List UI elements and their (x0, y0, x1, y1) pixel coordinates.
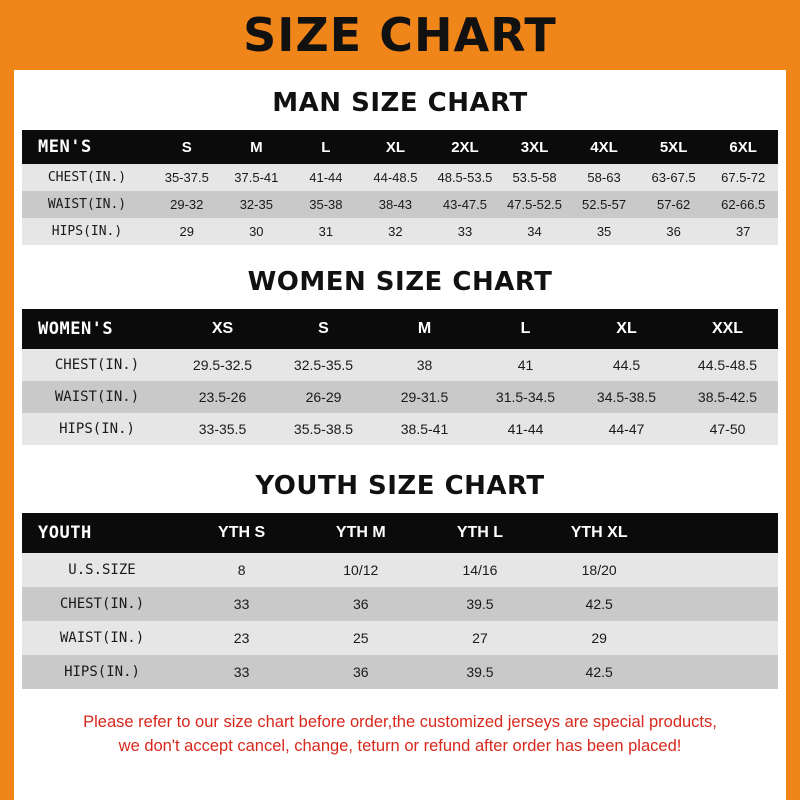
table-cell: 27 (420, 621, 539, 655)
youth-row-label-chest: CHEST(IN.) (22, 587, 182, 621)
table-row (22, 587, 778, 621)
table-header-row (22, 130, 778, 164)
table-cell: 41-44 (291, 164, 361, 191)
youth-header-label: YOUTH (38, 523, 92, 543)
youth-row-label-us-size: U.S.SIZE (22, 553, 182, 587)
man-header-2xl: 2XL (451, 138, 479, 156)
youth-row-label-waist: WAIST(IN.) (22, 621, 182, 655)
table-row (22, 218, 778, 245)
man-header-m: M (250, 138, 263, 156)
man-row-label-chest: CHEST(IN.) (22, 164, 152, 191)
table-cell: 26-29 (273, 381, 374, 413)
table-row (22, 655, 778, 689)
table-cell: 18/20 (540, 553, 659, 587)
table-cell: 31.5-34.5 (475, 381, 576, 413)
table-cell: 44.5-48.5 (677, 349, 778, 381)
table-cell: 35 (569, 218, 639, 245)
table-cell (659, 655, 778, 689)
table-cell: 23 (182, 621, 301, 655)
table-cell: 38 (374, 349, 475, 381)
table-cell: 30 (222, 218, 292, 245)
youth-header-yth-s: YTH S (218, 524, 266, 541)
order-notice (20, 711, 780, 759)
table-cell: 47.5-52.5 (500, 191, 570, 218)
table-cell: 43-47.5 (430, 191, 500, 218)
youth-header-yth-l: YTH L (456, 524, 504, 541)
notice-line-1: Please refer to our size chart before order,the customized jerseys are special products, (83, 713, 717, 731)
table-cell: 39.5 (420, 655, 539, 689)
women-header-m: M (417, 320, 432, 337)
man-row-label-hips: HIPS(IN.) (22, 218, 152, 245)
table-cell: 42.5 (540, 587, 659, 621)
table-cell: 35-37.5 (152, 164, 222, 191)
women-table-header (22, 309, 778, 349)
man-header-s: S (181, 138, 192, 156)
youth-section-title: YOUTH SIZE CHART (255, 471, 545, 501)
man-size-table (22, 130, 778, 245)
table-cell: 29-32 (152, 191, 222, 218)
table-row (22, 349, 778, 381)
table-header-row (22, 513, 778, 553)
table-cell: 41 (475, 349, 576, 381)
man-row-label-waist: WAIST(IN.) (22, 191, 152, 218)
banner (0, 0, 800, 70)
table-cell (659, 587, 778, 621)
women-header-l: L (520, 320, 531, 337)
table-cell: 38.5-42.5 (677, 381, 778, 413)
table-cell (659, 621, 778, 655)
table-cell: 33-35.5 (172, 413, 273, 445)
man-header-4xl: 4XL (590, 138, 618, 156)
table-cell: 23.5-26 (172, 381, 273, 413)
table-cell: 37.5-41 (222, 164, 292, 191)
table-cell: 33 (182, 587, 301, 621)
table-cell: 41-44 (475, 413, 576, 445)
man-header-5xl: 5XL (659, 138, 688, 156)
table-cell: 29.5-32.5 (172, 349, 273, 381)
table-cell: 36 (301, 587, 420, 621)
table-cell: 35-38 (291, 191, 361, 218)
table-cell: 62-66.5 (708, 191, 778, 218)
youth-size-table (22, 513, 778, 689)
page-title: SIZE CHART (243, 8, 557, 62)
table-row (22, 381, 778, 413)
table-cell: 57-62 (639, 191, 709, 218)
women-header-xl: XL (616, 320, 637, 337)
women-header-xs: XS (211, 320, 234, 337)
table-row (22, 553, 778, 587)
table-cell: 33 (430, 218, 500, 245)
man-section-title: MAN SIZE CHART (272, 88, 528, 118)
table-cell: 53.5-58 (500, 164, 570, 191)
table-cell: 25 (301, 621, 420, 655)
table-cell: 44.5 (576, 349, 677, 381)
women-row-label-waist: WAIST(IN.) (22, 381, 172, 413)
table-cell: 31 (291, 218, 361, 245)
table-cell: 67.5-72 (708, 164, 778, 191)
table-cell: 29 (540, 621, 659, 655)
table-cell: 10/12 (301, 553, 420, 587)
table-cell: 32.5-35.5 (273, 349, 374, 381)
youth-header-empty (659, 513, 778, 553)
table-cell: 8 (182, 553, 301, 587)
table-cell: 14/16 (420, 553, 539, 587)
table-cell: 63-67.5 (639, 164, 709, 191)
table-cell: 37 (708, 218, 778, 245)
table-cell: 44-47 (576, 413, 677, 445)
table-cell: 29-31.5 (374, 381, 475, 413)
table-cell: 33 (182, 655, 301, 689)
table-cell: 34 (500, 218, 570, 245)
table-cell: 36 (639, 218, 709, 245)
man-header-6xl: 6XL (729, 138, 757, 156)
youth-row-label-hips: HIPS(IN.) (22, 655, 182, 689)
table-row (22, 621, 778, 655)
man-header-l: L (321, 138, 331, 156)
women-row-label-hips: HIPS(IN.) (22, 413, 172, 445)
table-cell: 38-43 (361, 191, 431, 218)
table-cell: 32-35 (222, 191, 292, 218)
man-table-header (22, 130, 778, 164)
table-header-row (22, 309, 778, 349)
man-header-xl: XL (385, 138, 405, 156)
table-cell: 29 (152, 218, 222, 245)
table-cell: 34.5-38.5 (576, 381, 677, 413)
women-header-label: WOMEN'S (38, 319, 114, 339)
table-cell: 52.5-57 (569, 191, 639, 218)
table-row (22, 164, 778, 191)
women-size-table (22, 309, 778, 445)
women-section-title: WOMEN SIZE CHART (247, 267, 553, 297)
table-cell: 48.5-53.5 (430, 164, 500, 191)
youth-header-yth-xl: YTH XL (570, 524, 628, 541)
table-cell: 47-50 (677, 413, 778, 445)
table-cell: 38.5-41 (374, 413, 475, 445)
women-header-xxl: XXL (711, 320, 744, 337)
table-row (22, 413, 778, 445)
notice-line-2: we don't accept cancel, change, teturn or refund after order has been placed! (118, 736, 682, 755)
table-row (22, 191, 778, 218)
youth-header-yth-m: YTH M (335, 524, 386, 541)
table-cell: 44-48.5 (361, 164, 431, 191)
table-cell: 35.5-38.5 (273, 413, 374, 445)
women-row-label-chest: CHEST(IN.) (22, 349, 172, 381)
man-header-3xl: 3XL (520, 138, 549, 156)
table-cell: 32 (361, 218, 431, 245)
table-cell: 42.5 (540, 655, 659, 689)
table-cell: 58-63 (569, 164, 639, 191)
women-header-s: S (318, 320, 329, 337)
man-header-label: MEN'S (38, 137, 92, 157)
table-cell: 39.5 (420, 587, 539, 621)
table-cell: 36 (301, 655, 420, 689)
youth-table-header (22, 513, 778, 553)
table-cell (659, 553, 778, 587)
